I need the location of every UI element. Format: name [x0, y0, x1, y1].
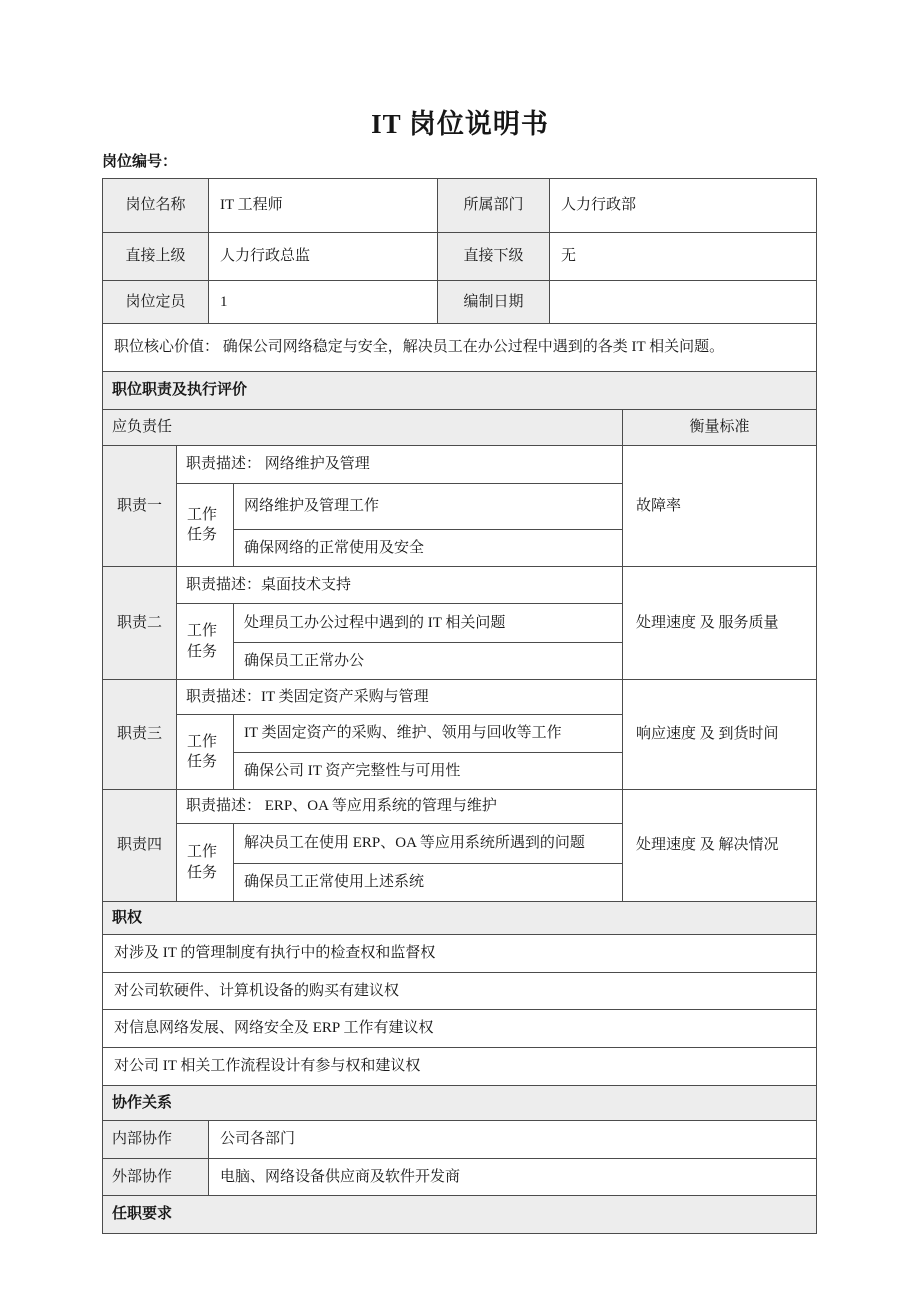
basic-info-row: [103, 281, 817, 324]
work-task-label-cell: 工作任务: [177, 484, 234, 567]
work-task-label-cell: 工作任务: [177, 824, 234, 902]
duty-work-cell: 网络维护及管理工作: [234, 484, 623, 530]
duties-header-row: [103, 372, 817, 410]
duty-name-cell: 职责三: [103, 680, 177, 790]
field-label-direct-subordinate: 直接下级: [438, 233, 550, 281]
duty-description-row: [103, 567, 817, 604]
duty-description-row: [103, 446, 817, 484]
section-header-requirements: 任职要求: [103, 1196, 817, 1234]
collaboration-row: [103, 1121, 817, 1159]
duty-name-cell: 职责一: [103, 446, 177, 567]
field-value-headcount: 1: [209, 281, 438, 324]
duty-description-cell: 职责描述： ERP、OA 等应用系统的管理与维护: [177, 790, 623, 824]
field-value-direct-subordinate: 无: [550, 233, 817, 281]
basic-info-row: [103, 179, 817, 233]
duty-task-cell: 确保网络的正常使用及安全: [234, 530, 623, 567]
duty-task-cell: 确保员工正常办公: [234, 643, 623, 680]
document-content: [102, 0, 818, 1234]
work-task-label-cell: 工作任务: [177, 715, 234, 790]
duty-measure-cell: 故障率: [623, 446, 817, 567]
basic-info-row: [103, 233, 817, 281]
duty-description-cell: 职责描述： 网络维护及管理: [177, 446, 623, 484]
duty-measure-cell: 处理速度 及 解决情况: [623, 790, 817, 902]
duty-work-cell: 处理员工办公过程中遇到的 IT 相关问题: [234, 604, 623, 643]
duty-measure-cell: 处理速度 及 服务质量: [623, 567, 817, 680]
authority-item-row: [103, 1048, 817, 1086]
duty-name-cell: 职责二: [103, 567, 177, 680]
job-number-label: 岗位编号：: [102, 153, 178, 170]
field-label-job-title: 岗位名称: [103, 179, 209, 233]
column-header-responsibility: 应负责任: [103, 410, 623, 446]
core-value-row: [103, 324, 817, 372]
authority-item-cell: 对公司软硬件、计算机设备的购买有建议权: [103, 973, 817, 1010]
collaboration-row: [103, 1159, 817, 1196]
duty-measure-cell: 响应速度 及 到货时间: [623, 680, 817, 790]
work-task-label-cell: 工作任务: [177, 604, 234, 680]
field-value-department: 人力行政部: [550, 179, 817, 233]
core-value-cell: 职位核心价值： 确保公司网络稳定与安全，解决员工在办公过程中遇到的各类 IT 相关问题。: [103, 324, 817, 372]
field-label-date-prepared: 编制日期: [438, 281, 550, 324]
column-header-measure: 衡量标准: [623, 410, 817, 446]
authority-item-cell: 对公司 IT 相关工作流程设计有参与权和建议权: [103, 1048, 817, 1086]
duty-work-cell: IT 类固定资产的采购、维护、领用与回收等工作: [234, 715, 623, 753]
field-value-direct-superior: 人力行政总监: [209, 233, 438, 281]
field-label-headcount: 岗位定员: [103, 281, 209, 324]
authority-item-row: [103, 1010, 817, 1048]
duty-description-row: [103, 680, 817, 715]
authority-item-row: [103, 973, 817, 1010]
duty-description-row: [103, 790, 817, 824]
collab-value-internal: 公司各部门: [209, 1121, 817, 1159]
collab-label-external: 外部协作: [103, 1159, 209, 1196]
duty-name-cell: 职责四: [103, 790, 177, 902]
duty-description-cell: 职责描述：桌面技术支持: [177, 567, 623, 604]
field-label-direct-superior: 直接上级: [103, 233, 209, 281]
authority-header-row: [103, 902, 817, 935]
collab-value-external: 电脑、网络设备供应商及软件开发商: [209, 1159, 817, 1196]
field-label-department: 所属部门: [438, 179, 550, 233]
requirements-header-row: [103, 1196, 817, 1234]
duties-column-header-row: [103, 410, 817, 446]
authority-item-cell: 对信息网络发展、网络安全及 ERP 工作有建议权: [103, 1010, 817, 1048]
field-value-job-title: IT 工程师: [209, 179, 438, 233]
duty-task-cell: 确保公司 IT 资产完整性与可用性: [234, 753, 623, 790]
job-description-table: [102, 178, 817, 1234]
doc-title: IT 岗位说明书: [371, 109, 549, 139]
section-header-duties: 职位职责及执行评价: [103, 372, 817, 410]
authority-item-row: [103, 935, 817, 973]
section-header-collaboration: 协作关系: [103, 1086, 817, 1121]
section-header-authority: 职权: [103, 902, 817, 935]
duty-description-cell: 职责描述：IT 类固定资产采购与管理: [177, 680, 623, 715]
duty-work-cell: 解决员工在使用 ERP、OA 等应用系统所遇到的问题: [234, 824, 623, 864]
authority-item-cell: 对涉及 IT 的管理制度有执行中的检查权和监督权: [103, 935, 817, 973]
field-value-date-prepared: [550, 281, 817, 324]
duty-task-cell: 确保员工正常使用上述系统: [234, 864, 623, 902]
collaboration-header-row: [103, 1086, 817, 1121]
collab-label-internal: 内部协作: [103, 1121, 209, 1159]
